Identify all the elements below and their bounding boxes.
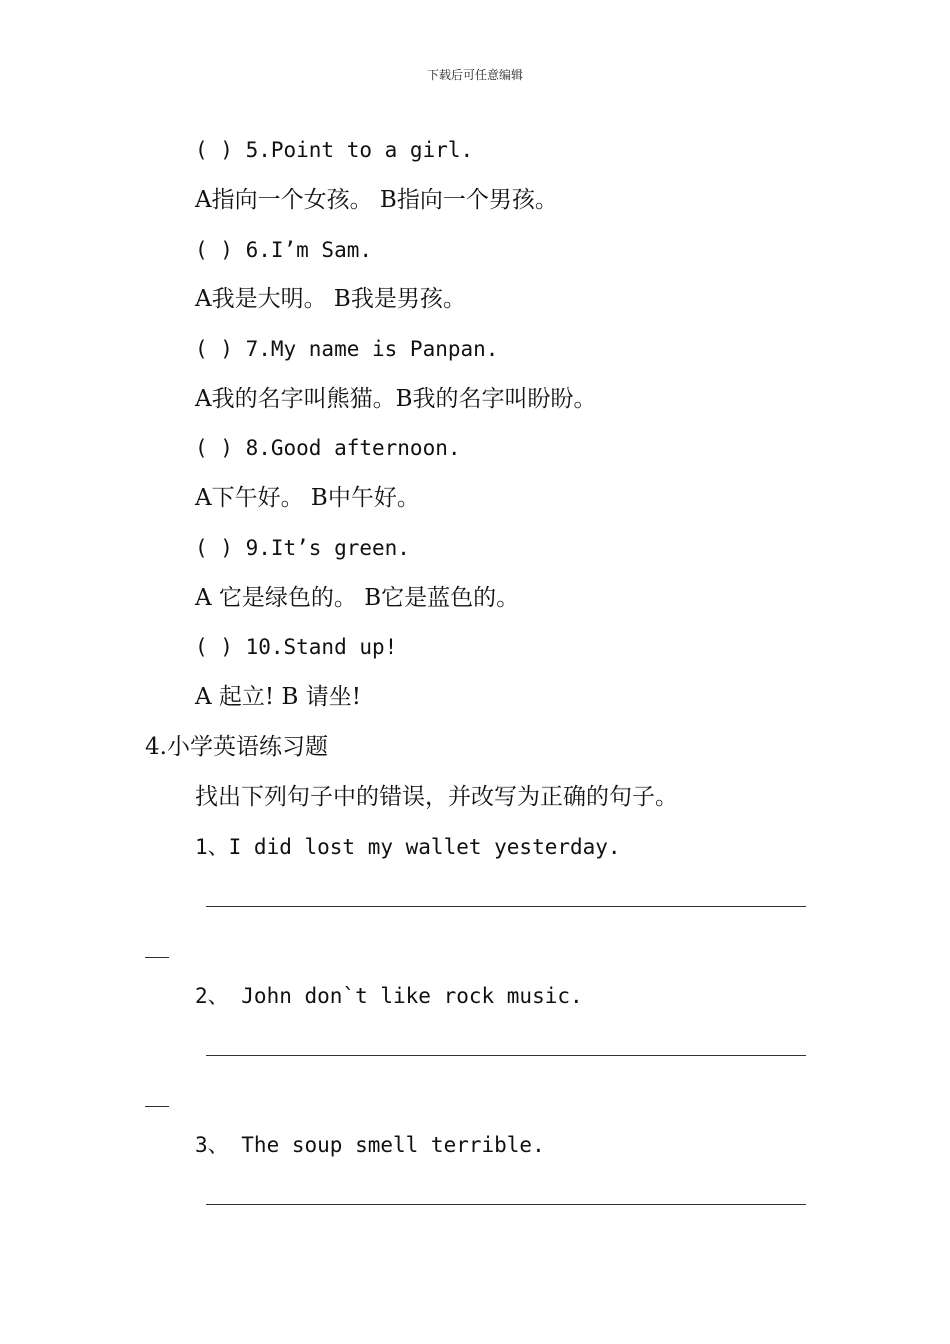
options-7: A我的名字叫熊猫。B我的名字叫盼盼。 <box>195 386 597 412</box>
answer-line-1-tail <box>145 957 169 958</box>
options-8: A下午好。 B中午好。 <box>195 485 420 511</box>
question-9: ( ) 9.It’s green. <box>195 536 410 560</box>
section-title: 4.小学英语练习题 <box>145 734 328 760</box>
error-sentence-1: 1、I did lost my wallet yesterday. <box>195 835 621 859</box>
error-sentence-3: 3、 The soup smell terrible. <box>195 1133 545 1157</box>
question-10: ( ) 10.Stand up! <box>195 635 398 659</box>
answer-line-1 <box>206 906 806 907</box>
question-7: ( ) 7.My name is Panpan. <box>195 337 499 361</box>
options-10: A 起立! B 请坐! <box>195 684 361 710</box>
answer-line-3 <box>206 1204 806 1205</box>
question-6: ( ) 6.I’m Sam. <box>195 238 373 262</box>
page-header: 下载后可任意编辑 <box>426 68 523 82</box>
question-5: ( ) 5.Point to a girl. <box>195 138 474 162</box>
question-8: ( ) 8.Good afternoon. <box>195 436 461 460</box>
answer-line-2 <box>206 1055 806 1056</box>
error-sentence-2: 2、 John don`t like rock music. <box>195 984 583 1008</box>
options-9: A 它是绿色的。 B它是蓝色的。 <box>195 585 520 611</box>
options-5: A指向一个女孩。 B指向一个男孩。 <box>195 187 558 213</box>
answer-line-2-tail <box>145 1106 169 1107</box>
options-6: A我是大明。 B我是男孩。 <box>195 286 466 312</box>
section-instruction: 找出下列句子中的错误，并改写为正确的句子。 <box>195 784 678 810</box>
